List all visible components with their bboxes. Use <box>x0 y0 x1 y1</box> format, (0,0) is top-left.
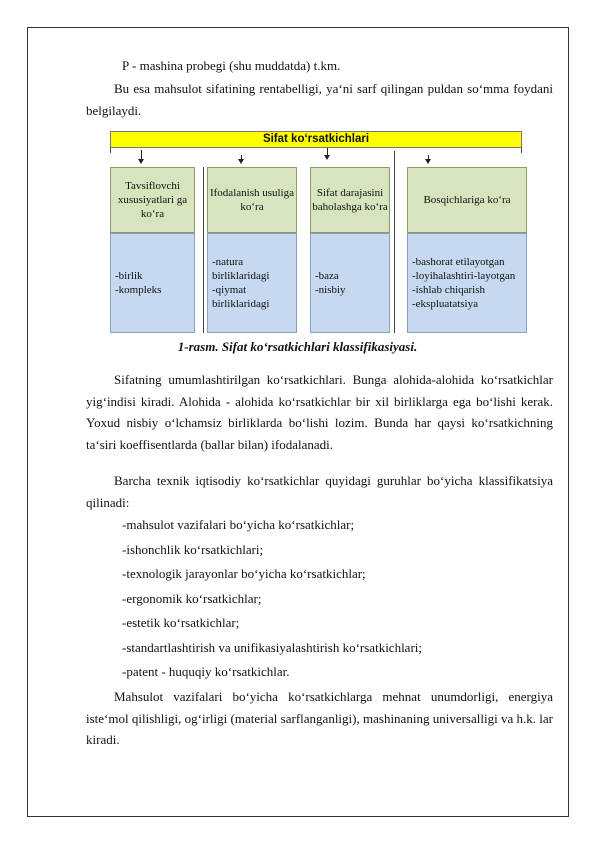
list-item: -mahsulot vazifalari bo‘yicha ko‘rsatkichlar; <box>122 517 355 532</box>
column-header-assessment: Sifat darajasini baholashga ko‘ra <box>310 167 390 233</box>
list-item: -standartlashtirish va unifikasiyalashtirish ko‘rsatkichlari; <box>122 640 423 655</box>
column-item: -nisbiy <box>315 284 346 296</box>
column-header-stages: Bosqichlariga ko‘ra <box>407 167 527 233</box>
column-body-assessment <box>310 233 390 333</box>
classification-diagram <box>110 131 527 334</box>
functions-paragraph: Mahsulot vazifalari bo‘yicha ko‘rsatkichlarga mehnat unumdorligi, energiya iste‘mol qilishligi, og‘irligi (material sarflanganligi), mashinaning universalligi va h.k. lar kiradi. <box>86 689 553 747</box>
column-divider <box>203 167 204 333</box>
p-definition-line: P - mashina probegi (shu muddatda) t.km. <box>122 58 341 73</box>
connector-line <box>521 148 522 153</box>
figure-caption: 1-rasm. Sifat ko‘rsatkichlari klassifikasiyasi. <box>177 339 418 354</box>
column-header-expression: Ifodalanish usuliga ko‘ra <box>207 167 297 233</box>
list-item: -patent - huquqiy ko‘rsatkichlar. <box>122 664 290 679</box>
column-item: -birlik <box>115 270 143 282</box>
arrow-down-icon <box>428 155 429 159</box>
arrow-down-icon <box>141 150 142 159</box>
column-item: -kompleks <box>115 284 162 296</box>
connector-line <box>110 148 111 153</box>
column-item: -qiymat birliklaridagi <box>212 284 270 310</box>
column-divider <box>394 151 395 333</box>
column-body-expression <box>207 233 297 333</box>
intro-paragraph: Bu esa mahsulot sifatining rentabelligi, ya‘ni sarf qilingan puldan so‘mma foydani belgilaydi. <box>86 81 553 118</box>
summary-paragraph: Sifatning umumlashtirilgan ko‘rsatkichlari. Bunga alohida-alohida ko‘rsatkichlar yig‘indisi kiradi. Alohida - alohida ko‘rsatkichlar bir xil birliklarga ega bo‘lishi kerak. Yoxud nisbiy o‘lchamsiz birliklarda bo‘lishi lozim. Bunda har qaysi ko‘rsatkichning ta‘siri koeffisentlarda (ballar bilan) ifodalanadi. <box>86 372 553 452</box>
column-item: -ishlab chiqarish <box>412 284 486 296</box>
list-item: -ishonchlik ko‘rsatkichlari; <box>122 542 264 557</box>
arrow-down-icon <box>327 148 328 155</box>
column-item: -baza <box>315 270 339 282</box>
column-item: -bashorat etilayotgan <box>412 256 505 268</box>
diagram-banner: Sifat ko‘rsatkichlari <box>110 131 522 148</box>
column-header-characteristics: Tavsiflovchi xususiyatlari ga ko‘ra <box>110 167 195 233</box>
list-item: -estetik ko‘rsatkichlar; <box>122 615 240 630</box>
list-item: -ergonomik ko‘rsatkichlar; <box>122 591 262 606</box>
column-item: -ekspluatatsiya <box>412 298 478 310</box>
column-item: -loyihalashtiri-layotgan <box>412 270 516 282</box>
arrow-down-icon <box>241 155 242 159</box>
column-item: -natura birliklaridagi <box>212 256 270 282</box>
column-body-characteristics <box>110 233 195 333</box>
column-body-stages <box>407 233 527 333</box>
classification-paragraph: Barcha texnik iqtisodiy ko‘rsatkichlar quyidagi guruhlar bo‘yicha klassifikatsiya qilinadi: <box>86 473 553 510</box>
list-item: -texnologik jarayonlar bo‘yicha ko‘rsatkichlar; <box>122 566 366 581</box>
